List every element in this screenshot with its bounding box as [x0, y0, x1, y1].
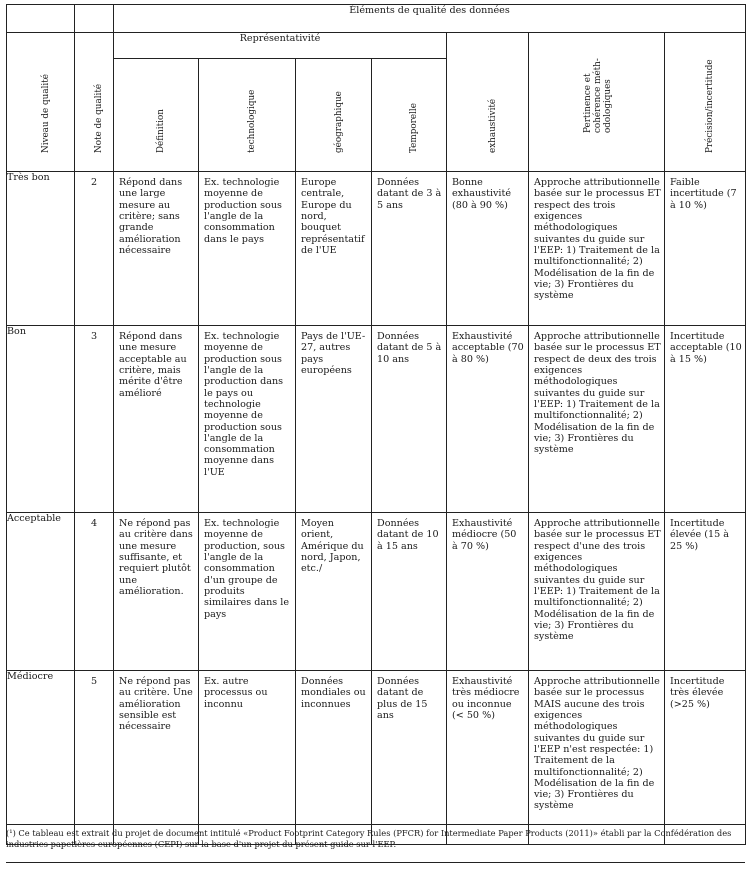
col-geographique: géographique — [296, 59, 372, 172]
table-row — [7, 671, 746, 845]
cell-precision: Incertitude acceptable (10 à 15 %) — [665, 326, 746, 513]
col-pertinence: Pertinence et cohérence méthodologiques — [529, 33, 665, 172]
cell-technologique: Ex. technologie moyenne de production, sous l'angle de la consommation d'un groupe de produits similaires dans le pays — [199, 513, 296, 671]
table-row — [7, 326, 746, 513]
cell-pertinence: Approche attributionnelle basée sur le processus ET respect de deux des trois exigences méthodologiques suivantes du guide sur l'EEP: 1) Traitement de la multifonctionnalité; 2) Modélisation de la fin de vie; 3) Frontières du système — [529, 326, 665, 513]
header-blank — [7, 5, 75, 33]
cell-precision: Incertitude très élevée (>25 %) — [665, 671, 746, 845]
footnote: (¹) Ce tableau est extrait du projet de document intitulé «Product Footprint Category Rules (PFCR) for Intermediate Paper Products (2011)» établi par la Confédération des industries papetières européennes (CEPI) sur la base d'un projet du présent guide sur l'EEP. — [6, 828, 732, 850]
cell-note: 2 — [75, 172, 114, 326]
cell-precision: Incertitude élevée (15 à 25 %) — [665, 513, 746, 671]
col-technologique: technologique — [199, 59, 296, 172]
cell-niveau: Bon — [7, 326, 75, 513]
cell-niveau: Très bon — [7, 172, 75, 326]
table-row — [7, 513, 746, 671]
cell-technologique: Ex. technologie moyenne de production sous l'angle de la consommation dans le pays — [199, 172, 296, 326]
cell-pertinence: Approche attributionnelle basée sur le processus ET respect des trois exigences méthodologiques suivantes du guide sur l'EEP: 1) Traitement de la multifonctionnalité; 2) Modélisation de la fin de vie; 3) Frontières du système — [529, 172, 665, 326]
cell-exhaustivite: Exhaustivité acceptable (70 à 80 %) — [447, 326, 529, 513]
cell-temporelle: Données datant de 5 à 10 ans — [372, 326, 447, 513]
cell-temporelle: Données datant de 3 à 5 ans — [372, 172, 447, 326]
header-representativite: Représentativité — [114, 33, 447, 59]
col-note: Note de qualité — [75, 33, 114, 172]
footnote-rule — [6, 824, 745, 825]
cell-note: 3 — [75, 326, 114, 513]
cell-exhaustivite: Exhaustivité très médiocre ou inconnue (< 50 %) — [447, 671, 529, 845]
cell-definition: Ne répond pas au critère dans une mesure suffisante, et requiert plutôt une amélioration. — [114, 513, 199, 671]
cell-technologique: Ex. autre processus ou inconnu — [199, 671, 296, 845]
col-exhaustivite: exhaustivité — [447, 33, 529, 172]
cell-temporelle: Données datant de 10 à 15 ans — [372, 513, 447, 671]
header-elements: Éléments de qualité des données — [114, 5, 746, 33]
cell-definition: Ne répond pas au critère. Une amélioration sensible est nécessaire — [114, 671, 199, 845]
cell-temporelle: Données datant de plus de 15 ans — [372, 671, 447, 845]
cell-technologique: Ex. technologie moyenne de production sous l'angle de la production dans le pays ou technologie moyenne de production sous l'angle de la consommation moyenne dans l'UE — [199, 326, 296, 513]
cell-exhaustivite: Bonne exhaustivité (80 à 90 %) — [447, 172, 529, 326]
cell-precision: Faible incertitude (7 à 10 %) — [665, 172, 746, 326]
col-definition: Définition — [114, 59, 199, 172]
cell-pertinence: Approche attributionnelle basée sur le processus ET respect d'une des trois exigences méthodologiques suivantes du guide sur l'EEP: 1) Traitement de la multifonctionnalité; 2) Modélisation de la fin de vie; 3) Frontières du système — [529, 513, 665, 671]
col-precision: Précision/incertitude — [665, 33, 746, 172]
bottom-rule — [6, 862, 745, 863]
cell-geographique: Données mondiales ou inconnues — [296, 671, 372, 845]
cell-definition: Répond dans une large mesure au critère; sans grande amélioration nécessaire — [114, 172, 199, 326]
data-quality-table — [6, 4, 746, 845]
table-row — [7, 172, 746, 326]
cell-note: 4 — [75, 513, 114, 671]
cell-exhaustivite: Exhaustivité médiocre (50 à 70 %) — [447, 513, 529, 671]
cell-geographique: Europe centrale, Europe du nord, bouquet représentatif de l'UE — [296, 172, 372, 326]
col-temporelle: Temporelle — [372, 59, 447, 172]
cell-geographique: Pays de l'UE-27, autres pays européens — [296, 326, 372, 513]
cell-note: 5 — [75, 671, 114, 845]
cell-definition: Répond dans une mesure acceptable au critère, mais mérite d'être amélioré — [114, 326, 199, 513]
header-blank — [75, 5, 114, 33]
cell-niveau: Médiocre — [7, 671, 75, 845]
cell-pertinence: Approche attributionnelle basée sur le processus MAIS aucune des trois exigences méthodologiques suivantes du guide sur l'EEP n'est respectée: 1) Traitement de la multifonctionnalité; 2) Modélisation de la fin de vie; 3) Frontières du système — [529, 671, 665, 845]
cell-niveau: Acceptable — [7, 513, 75, 671]
cell-geographique: Moyen orient, Amérique du nord, Japon, etc./ — [296, 513, 372, 671]
col-niveau: Niveau de qualité — [7, 33, 75, 172]
